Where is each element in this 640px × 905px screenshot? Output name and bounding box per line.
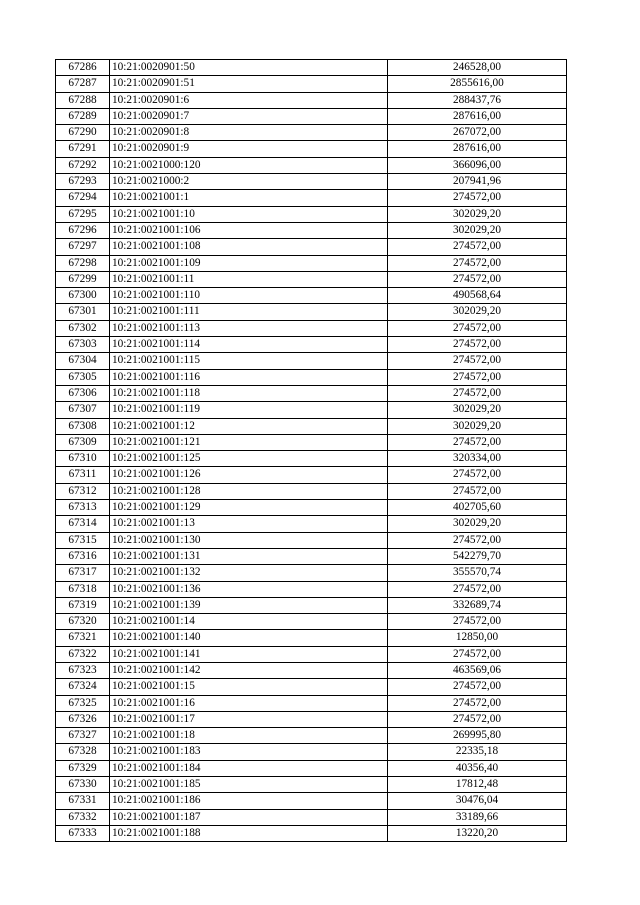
cadastral-number-cell: 10:21:0021001:142 (110, 662, 388, 678)
row-number-cell: 67312 (56, 483, 110, 499)
row-number-cell: 67331 (56, 793, 110, 809)
table-row (56, 353, 567, 369)
row-number-cell: 67297 (56, 239, 110, 255)
table-body (56, 60, 567, 842)
cadastral-number-cell: 10:21:0021001:108 (110, 239, 388, 255)
value-cell: 302029,20 (388, 222, 567, 238)
value-cell: 274572,00 (388, 679, 567, 695)
value-cell: 302029,20 (388, 402, 567, 418)
cadastral-number-cell: 10:21:0021001:1 (110, 190, 388, 206)
cadastral-number-cell: 10:21:0021001:129 (110, 500, 388, 516)
value-cell: 17812,48 (388, 777, 567, 793)
table-row (56, 516, 567, 532)
table-row (56, 467, 567, 483)
row-number-cell: 67321 (56, 630, 110, 646)
value-cell: 274572,00 (388, 646, 567, 662)
value-cell: 274572,00 (388, 190, 567, 206)
row-number-cell: 67315 (56, 532, 110, 548)
table-row (56, 581, 567, 597)
value-cell: 332689,74 (388, 597, 567, 613)
value-cell: 287616,00 (388, 141, 567, 157)
cadastral-number-cell: 10:21:0021001:13 (110, 516, 388, 532)
cadastral-number-cell: 10:21:0021001:126 (110, 467, 388, 483)
cadastral-number-cell: 10:21:0021001:16 (110, 695, 388, 711)
table-row (56, 60, 567, 76)
table-row (56, 385, 567, 401)
cadastral-number-cell: 10:21:0020901:8 (110, 125, 388, 141)
value-cell: 13220,20 (388, 825, 567, 841)
table-row (56, 597, 567, 613)
table-row (56, 793, 567, 809)
table-row (56, 760, 567, 776)
cadastral-number-cell: 10:21:0021001:119 (110, 402, 388, 418)
cadastral-number-cell: 10:21:0021001:18 (110, 728, 388, 744)
table-row (56, 304, 567, 320)
table-row (56, 548, 567, 564)
value-cell: 22335,18 (388, 744, 567, 760)
row-number-cell: 67291 (56, 141, 110, 157)
table-row (56, 695, 567, 711)
table-row (56, 728, 567, 744)
value-cell: 402705,60 (388, 500, 567, 516)
row-number-cell: 67293 (56, 174, 110, 190)
table-row (56, 92, 567, 108)
row-number-cell: 67311 (56, 467, 110, 483)
table-row (56, 271, 567, 287)
value-cell: 274572,00 (388, 337, 567, 353)
table-row (56, 744, 567, 760)
cadastral-number-cell: 10:21:0021001:11 (110, 271, 388, 287)
row-number-cell: 67301 (56, 304, 110, 320)
value-cell: 274572,00 (388, 532, 567, 548)
cadastral-number-cell: 10:21:0021001:186 (110, 793, 388, 809)
value-cell: 274572,00 (388, 255, 567, 271)
row-number-cell: 67295 (56, 206, 110, 222)
table-row (56, 451, 567, 467)
row-number-cell: 67300 (56, 288, 110, 304)
cadastral-number-cell: 10:21:0021001:136 (110, 581, 388, 597)
cadastral-number-cell: 10:21:0021001:132 (110, 565, 388, 581)
cadastral-number-cell: 10:21:0020901:50 (110, 60, 388, 76)
value-cell: 274572,00 (388, 434, 567, 450)
value-cell: 320334,00 (388, 451, 567, 467)
row-number-cell: 67307 (56, 402, 110, 418)
table-row (56, 483, 567, 499)
cadastral-number-cell: 10:21:0021000:120 (110, 157, 388, 173)
value-cell: 274572,00 (388, 385, 567, 401)
cadastral-number-cell: 10:21:0021001:110 (110, 288, 388, 304)
value-cell: 355570,74 (388, 565, 567, 581)
cadastral-number-cell: 10:21:0021001:139 (110, 597, 388, 613)
cadastral-number-cell: 10:21:0020901:9 (110, 141, 388, 157)
cadastral-number-cell: 10:21:0021001:17 (110, 711, 388, 727)
cadastral-number-cell: 10:21:0021001:185 (110, 777, 388, 793)
row-number-cell: 67325 (56, 695, 110, 711)
row-number-cell: 67317 (56, 565, 110, 581)
value-cell: 33189,66 (388, 809, 567, 825)
value-cell: 302029,20 (388, 206, 567, 222)
cadastral-number-cell: 10:21:0021001:109 (110, 255, 388, 271)
row-number-cell: 67310 (56, 451, 110, 467)
cadastral-number-cell: 10:21:0020901:51 (110, 76, 388, 92)
table-row (56, 337, 567, 353)
table-row (56, 174, 567, 190)
row-number-cell: 67304 (56, 353, 110, 369)
value-cell: 302029,20 (388, 516, 567, 532)
cadastral-number-cell: 10:21:0021001:118 (110, 385, 388, 401)
table-row (56, 809, 567, 825)
cadastral-number-cell: 10:21:0020901:7 (110, 108, 388, 124)
table-row (56, 369, 567, 385)
cadastral-number-cell: 10:21:0021001:114 (110, 337, 388, 353)
row-number-cell: 67303 (56, 337, 110, 353)
table-row (56, 662, 567, 678)
value-cell: 463569,06 (388, 662, 567, 678)
row-number-cell: 67298 (56, 255, 110, 271)
row-number-cell: 67296 (56, 222, 110, 238)
row-number-cell: 67289 (56, 108, 110, 124)
value-cell: 288437,76 (388, 92, 567, 108)
row-number-cell: 67323 (56, 662, 110, 678)
row-number-cell: 67313 (56, 500, 110, 516)
row-number-cell: 67299 (56, 271, 110, 287)
value-cell: 274572,00 (388, 614, 567, 630)
table-row (56, 141, 567, 157)
row-number-cell: 67329 (56, 760, 110, 776)
value-cell: 40356,40 (388, 760, 567, 776)
row-number-cell: 67322 (56, 646, 110, 662)
table-row (56, 434, 567, 450)
cadastral-number-cell: 10:21:0021001:128 (110, 483, 388, 499)
cadastral-number-cell: 10:21:0021001:111 (110, 304, 388, 320)
value-cell: 274572,00 (388, 239, 567, 255)
row-number-cell: 67333 (56, 825, 110, 841)
value-cell: 302029,20 (388, 304, 567, 320)
row-number-cell: 67319 (56, 597, 110, 613)
value-cell: 274572,00 (388, 467, 567, 483)
cadastral-number-cell: 10:21:0021001:12 (110, 418, 388, 434)
row-number-cell: 67327 (56, 728, 110, 744)
cadastral-number-cell: 10:21:0021000:2 (110, 174, 388, 190)
cadastral-number-cell: 10:21:0021001:10 (110, 206, 388, 222)
value-cell: 274572,00 (388, 483, 567, 499)
cadastral-number-cell: 10:21:0021001:106 (110, 222, 388, 238)
table-row (56, 825, 567, 841)
row-number-cell: 67305 (56, 369, 110, 385)
table-row (56, 239, 567, 255)
row-number-cell: 67316 (56, 548, 110, 564)
table-row (56, 630, 567, 646)
value-cell: 490568,64 (388, 288, 567, 304)
value-cell: 302029,20 (388, 418, 567, 434)
value-cell: 269995,80 (388, 728, 567, 744)
value-cell: 274572,00 (388, 695, 567, 711)
table-row (56, 76, 567, 92)
cadastral-number-cell: 10:21:0021001:131 (110, 548, 388, 564)
table-row (56, 157, 567, 173)
table-row (56, 222, 567, 238)
table-row (56, 777, 567, 793)
cadastral-number-cell: 10:21:0021001:115 (110, 353, 388, 369)
value-cell: 12850,00 (388, 630, 567, 646)
table-row (56, 255, 567, 271)
table-row (56, 125, 567, 141)
value-cell: 274572,00 (388, 369, 567, 385)
row-number-cell: 67320 (56, 614, 110, 630)
value-cell: 274572,00 (388, 711, 567, 727)
table-row (56, 418, 567, 434)
cadastral-value-table (55, 59, 567, 842)
row-number-cell: 67306 (56, 385, 110, 401)
table-row (56, 711, 567, 727)
cadastral-number-cell: 10:21:0021001:14 (110, 614, 388, 630)
cadastral-number-cell: 10:21:0021001:184 (110, 760, 388, 776)
value-cell: 287616,00 (388, 108, 567, 124)
row-number-cell: 67318 (56, 581, 110, 597)
row-number-cell: 67302 (56, 320, 110, 336)
table-row (56, 679, 567, 695)
table-row (56, 108, 567, 124)
row-number-cell: 67324 (56, 679, 110, 695)
table-row (56, 565, 567, 581)
table-row (56, 206, 567, 222)
cadastral-number-cell: 10:21:0021001:116 (110, 369, 388, 385)
value-cell: 267072,00 (388, 125, 567, 141)
row-number-cell: 67314 (56, 516, 110, 532)
row-number-cell: 67290 (56, 125, 110, 141)
table-row (56, 320, 567, 336)
row-number-cell: 67292 (56, 157, 110, 173)
row-number-cell: 67328 (56, 744, 110, 760)
value-cell: 366096,00 (388, 157, 567, 173)
row-number-cell: 67326 (56, 711, 110, 727)
cadastral-number-cell: 10:21:0021001:121 (110, 434, 388, 450)
row-number-cell: 67287 (56, 76, 110, 92)
table-row (56, 614, 567, 630)
row-number-cell: 67309 (56, 434, 110, 450)
row-number-cell: 67294 (56, 190, 110, 206)
cadastral-number-cell: 10:21:0020901:6 (110, 92, 388, 108)
row-number-cell: 67288 (56, 92, 110, 108)
value-cell: 274572,00 (388, 320, 567, 336)
value-cell: 274572,00 (388, 353, 567, 369)
cadastral-number-cell: 10:21:0021001:15 (110, 679, 388, 695)
row-number-cell: 67308 (56, 418, 110, 434)
cadastral-number-cell: 10:21:0021001:183 (110, 744, 388, 760)
row-number-cell: 67330 (56, 777, 110, 793)
value-cell: 274572,00 (388, 271, 567, 287)
table-row (56, 288, 567, 304)
cadastral-number-cell: 10:21:0021001:113 (110, 320, 388, 336)
table-row (56, 190, 567, 206)
row-number-cell: 67332 (56, 809, 110, 825)
cadastral-number-cell: 10:21:0021001:140 (110, 630, 388, 646)
cadastral-number-cell: 10:21:0021001:130 (110, 532, 388, 548)
cadastral-number-cell: 10:21:0021001:188 (110, 825, 388, 841)
value-cell: 542279,70 (388, 548, 567, 564)
table-row (56, 532, 567, 548)
value-cell: 2855616,00 (388, 76, 567, 92)
table-row (56, 646, 567, 662)
value-cell: 207941,96 (388, 174, 567, 190)
cadastral-number-cell: 10:21:0021001:141 (110, 646, 388, 662)
value-cell: 246528,00 (388, 60, 567, 76)
cadastral-number-cell: 10:21:0021001:187 (110, 809, 388, 825)
row-number-cell: 67286 (56, 60, 110, 76)
table-row (56, 402, 567, 418)
cadastral-number-cell: 10:21:0021001:125 (110, 451, 388, 467)
value-cell: 274572,00 (388, 581, 567, 597)
table-row (56, 500, 567, 516)
value-cell: 30476,04 (388, 793, 567, 809)
